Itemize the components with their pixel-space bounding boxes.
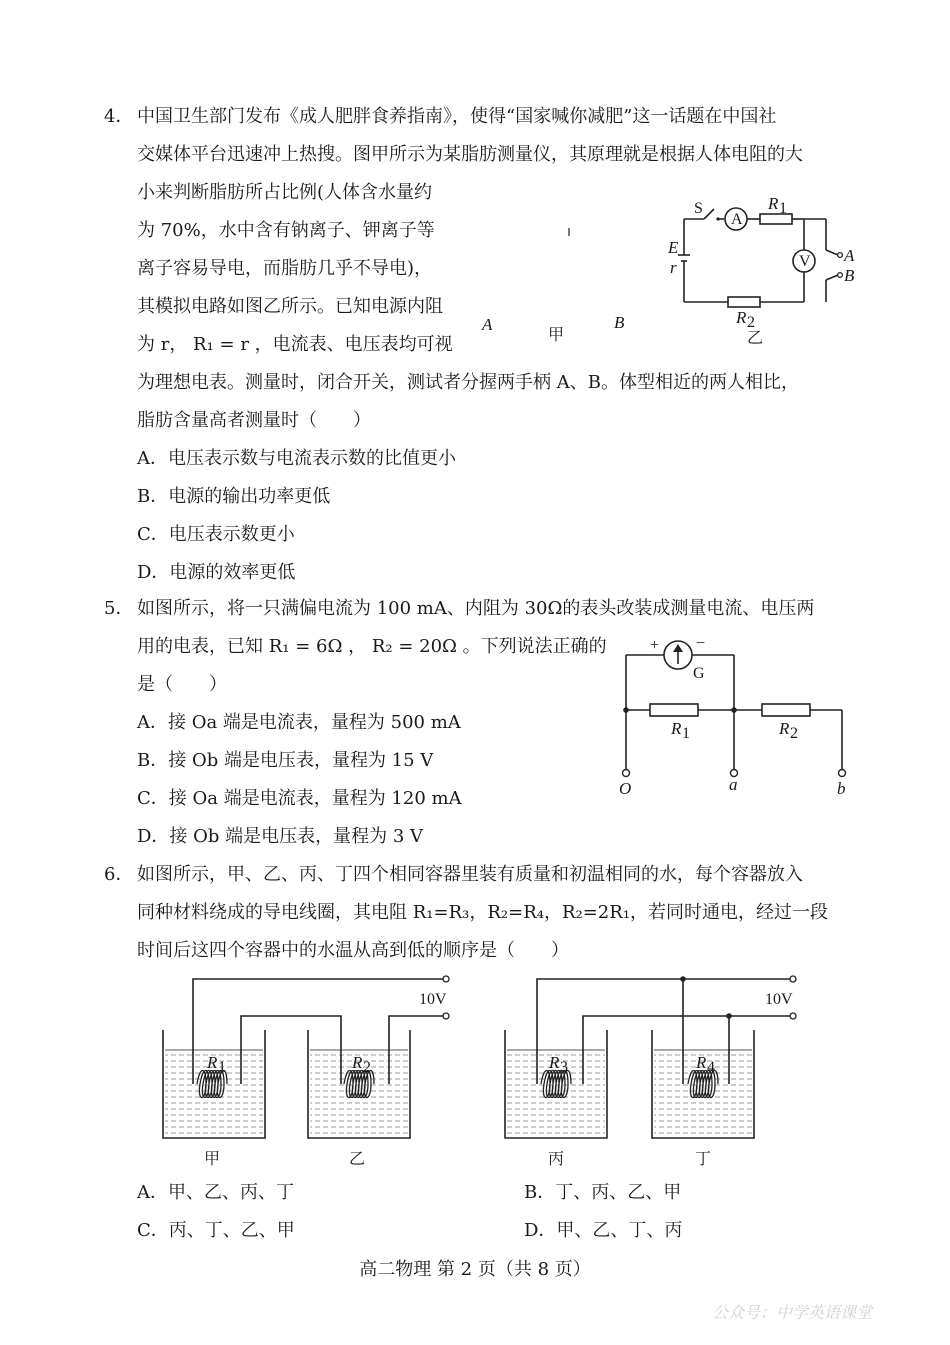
handle-a-label: A bbox=[482, 315, 493, 334]
figure-jia-caption: 甲 bbox=[548, 325, 565, 344]
voltmeter-label: V bbox=[799, 253, 811, 270]
q4-figure-jia bbox=[478, 220, 638, 350]
q4-line-2: 交媒体平台迅速冲上热搜。图甲所示为某脂肪测量仪，其原理就是根据人体电阻的大 bbox=[137, 144, 803, 165]
terminal-b bbox=[839, 770, 846, 777]
container-ding bbox=[652, 1030, 754, 1138]
q6-line-2: 同种材料绕成的导电线圈，其电阻 R₁=R₃，R₂=R₄，R₂=2R₁，若同时通电，经过一段 bbox=[137, 902, 829, 923]
q4-line-6: 其模拟电路如图乙所示。已知电源内阻 bbox=[137, 296, 443, 317]
handle-b-label: B bbox=[614, 313, 625, 332]
terminal-b bbox=[838, 273, 843, 278]
q4-option-d[interactable]: D．电源的效率更低 bbox=[137, 562, 296, 583]
r2-label: R bbox=[352, 1053, 363, 1072]
caption-bing: 丙 bbox=[548, 1149, 565, 1168]
container-yi bbox=[308, 1030, 410, 1138]
resistor-r2 bbox=[762, 704, 810, 716]
q4-line-1: 中国卫生部门发布《成人肥胖食养指南》，使得“国家喊你减肥”这一话题在中国社 bbox=[137, 106, 777, 127]
caption-jia: 甲 bbox=[204, 1149, 221, 1168]
q6-line-1: 如图所示，甲、乙、丙、丁四个相同容器里装有质量和初温相同的水，每个容器放入 bbox=[137, 864, 803, 885]
q4-line-4: 为 70%，水中含有钠离子、钾离子等 bbox=[137, 220, 435, 241]
q6-number: 6． bbox=[104, 864, 134, 885]
q4-line-9: 脂肪含量高者测量时（ ） bbox=[137, 410, 371, 431]
q5-option-a[interactable]: A．接 Oa 端是电流表，量程为 500 mA bbox=[137, 712, 461, 733]
q4-line-3: 小来判断脂肪所占比例(人体含水量约 bbox=[137, 182, 433, 203]
q4-option-a[interactable]: A．电压表示数与电流表示数的比值更小 bbox=[137, 448, 456, 469]
right-terminal-bottom bbox=[790, 1013, 796, 1019]
left-voltage-label: 10V bbox=[419, 991, 447, 1008]
q4-line-7: 为 r， R₁ = r ，电流表、电压表均可视 bbox=[137, 334, 453, 355]
r3-label: R bbox=[549, 1053, 560, 1072]
r1-subscript: 1 bbox=[682, 725, 690, 742]
r1-subscript: 1 bbox=[218, 1059, 226, 1076]
container-bing bbox=[505, 1030, 607, 1138]
resistor-r1 bbox=[760, 214, 792, 224]
q4-line-8: 为理想电表。测量时，闭合开关，测试者分握两手柄 A、B。体型相近的两人相比， bbox=[137, 372, 799, 393]
q5-circuit-figure bbox=[612, 630, 862, 800]
q5-line-3: 是（ ） bbox=[137, 674, 227, 695]
figure-yi-caption: 乙 bbox=[747, 328, 764, 347]
ammeter-label: A bbox=[731, 211, 743, 228]
terminal-a-label: a bbox=[729, 775, 738, 794]
terminal-a-label: A bbox=[844, 246, 855, 265]
q4-line-5: 离子容易导电，而脂肪几乎不导电)， bbox=[137, 258, 433, 279]
resistor-r1 bbox=[650, 704, 698, 716]
minus-label: − bbox=[696, 635, 706, 652]
caption-yi: 乙 bbox=[349, 1149, 366, 1168]
q5-option-d[interactable]: D．接 Ob 端是电压表，量程为 3 V bbox=[137, 826, 424, 847]
switch-pivot bbox=[716, 217, 719, 220]
q4-option-b[interactable]: B．电源的输出功率更低 bbox=[137, 486, 331, 507]
emf-label: E bbox=[668, 238, 679, 257]
right-terminal-top bbox=[790, 976, 796, 982]
q5-option-b[interactable]: B．接 Ob 端是电压表，量程为 15 V bbox=[137, 750, 434, 771]
container-jia bbox=[163, 1030, 265, 1138]
terminal-o-label: O bbox=[619, 779, 632, 798]
r2-subscript: 2 bbox=[747, 314, 755, 331]
resistor-r2 bbox=[728, 297, 760, 307]
q5-line-2: 用的电表，已知 R₁ = 6Ω ， R₂ = 20Ω 。下列说法正确的 bbox=[137, 636, 607, 657]
q5-number: 5． bbox=[104, 598, 134, 619]
r1-label: R bbox=[207, 1053, 218, 1072]
q5-line-1: 如图所示，将一只满偏电流为 100 mA、内阻为 30Ω的表头改装成测量电流、电压两 bbox=[137, 598, 815, 619]
switch-label: S bbox=[694, 200, 703, 217]
left-terminal-bottom bbox=[443, 1013, 449, 1019]
r2-subscript: 2 bbox=[790, 725, 798, 742]
r3-subscript: 3 bbox=[560, 1059, 568, 1076]
plus-label: + bbox=[650, 637, 660, 654]
terminal-b-label: B bbox=[844, 266, 855, 285]
q6-option-a[interactable]: A．甲、乙、丙、丁 bbox=[137, 1182, 294, 1203]
r2-subscript: 2 bbox=[363, 1059, 371, 1076]
galvanometer-label: G bbox=[693, 665, 705, 682]
right-voltage-label: 10V bbox=[765, 991, 793, 1008]
r2-label: R bbox=[779, 719, 790, 738]
r1-label: R bbox=[671, 719, 682, 738]
q4-figure-yi-circuit bbox=[662, 195, 862, 345]
q6-option-d[interactable]: D．甲、乙、丁、丙 bbox=[524, 1220, 683, 1241]
r4-label: R bbox=[696, 1053, 707, 1072]
q5-option-c[interactable]: C．接 Oa 端是电流表，量程为 120 mA bbox=[137, 788, 462, 809]
internal-r-label: r bbox=[670, 258, 677, 277]
page-footer: 高二物理 第 2 页（共 8 页） bbox=[359, 1259, 591, 1280]
device-faded-mark bbox=[568, 228, 570, 236]
terminal-b-label: b bbox=[837, 779, 846, 798]
r1-label: R bbox=[768, 194, 779, 213]
watermark: 公众号：中学英语课堂 bbox=[712, 1303, 873, 1322]
q6-option-b[interactable]: B．丁、丙、乙、甲 bbox=[524, 1182, 682, 1203]
caption-ding: 丁 bbox=[695, 1149, 712, 1168]
q4-option-c[interactable]: C．电压表示数更小 bbox=[137, 524, 295, 545]
q4-number: 4． bbox=[104, 106, 134, 127]
terminal-o bbox=[623, 770, 630, 777]
terminal-a bbox=[838, 253, 843, 258]
r4-subscript: 4 bbox=[707, 1059, 715, 1076]
r2-label: R bbox=[736, 308, 747, 327]
q6-circuits-figure bbox=[155, 968, 855, 1168]
q6-option-c[interactable]: C．丙、丁、乙、甲 bbox=[137, 1220, 295, 1241]
r1-subscript: 1 bbox=[779, 200, 787, 217]
left-terminal-top bbox=[443, 976, 449, 982]
q6-line-3: 时间后这四个容器中的水温从高到低的顺序是（ ） bbox=[137, 940, 569, 961]
